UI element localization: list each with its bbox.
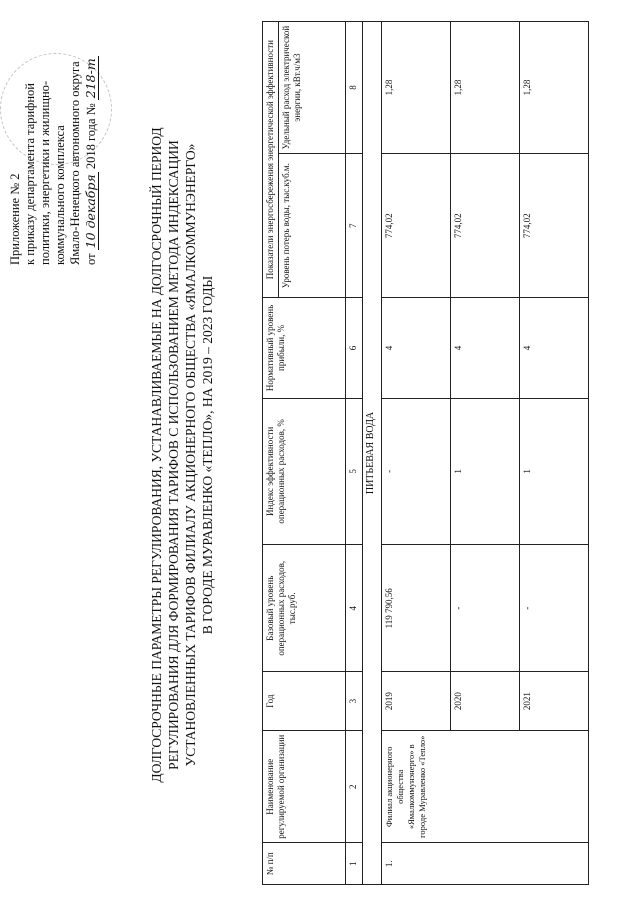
cell-base: 119 790,56	[382, 545, 451, 672]
header-energy-group: Показатели энергосбережения энергетической эффективности	[263, 22, 279, 298]
cell-base: -	[451, 545, 520, 672]
handwritten-date: 10 декабря	[83, 174, 98, 249]
title-line: ДОЛГОСРОЧНЫЕ ПАРАМЕТРЫ РЕГУЛИРОВАНИЯ, УСТАНАВЛИВАЕМЫЕ НА ДОЛГОСРОЧНЫЙ ПЕРИОД	[149, 127, 164, 783]
cell-spec: 1,28	[382, 22, 451, 154]
appendix-line: Ямало-Ненецкого автономного округа	[68, 61, 82, 265]
column-number: 8	[346, 22, 363, 154]
column-number: 5	[346, 398, 363, 545]
table-row	[382, 22, 451, 885]
header-org: Наименование регулируемой организации	[263, 731, 346, 843]
header-base: Базовый уровень операционных расходов, тыс.руб.	[263, 545, 346, 672]
header-loss: Уровень потерь воды, тыс.куб.м.	[279, 154, 346, 298]
header-spec: Удельный расход электрической энергии, кВт.ч/м3	[279, 22, 346, 154]
column-number: 1	[346, 843, 363, 885]
header-index: Индекс эффективности операционных расходов, %	[263, 398, 346, 545]
column-number: 6	[346, 298, 363, 398]
column-number: 4	[346, 545, 363, 672]
cell-profit: 4	[520, 298, 589, 398]
appendix-line: Приложение № 2	[8, 173, 22, 265]
cell-spec: 1,28	[451, 22, 520, 154]
column-number: 2	[346, 731, 363, 843]
cell-index: 1	[451, 398, 520, 545]
cell-index: 1	[520, 398, 589, 545]
cell-year: 2020	[451, 672, 520, 731]
cell-year: 2021	[520, 672, 589, 731]
cell-index: -	[382, 398, 451, 545]
cell-spec: 1,28	[520, 22, 589, 154]
appendix-date-line	[83, 15, 99, 265]
cell-loss: 774,02	[520, 154, 589, 298]
section-row	[363, 22, 382, 885]
appendix-line: к приказу департамента тарифной	[23, 83, 37, 265]
column-number-row	[346, 22, 363, 885]
section-label: ПИТЬЕВАЯ ВОДА	[363, 22, 382, 885]
header-num: № п/п	[263, 843, 346, 885]
column-number: 3	[346, 672, 363, 731]
cell-loss: 774,02	[451, 154, 520, 298]
title-line: РЕГУЛИРОВАНИЯ ДЛЯ ФОРМИРОВАНИЯ ТАРИФОВ С ИСПОЛЬЗОВАНИЕМ МЕТОДА ИНДЕКСАЦИИ	[166, 140, 181, 770]
column-number: 7	[346, 154, 363, 298]
title-line: УСТАНОВЛЕННЫХ ТАРИФОВ ФИЛИАЛУ АКЦИОНЕРНОГО ОБЩЕСТВА «ЯМАЛКОММУНЭНЕРГО»	[183, 143, 198, 767]
org-name: Филиал акционерного общества «Ямалкоммунэнерго» в городе Муравленко «Тепло»	[382, 731, 589, 843]
appendix-line: политики, энергетики и жилищно-	[38, 80, 52, 265]
cell-profit: 4	[382, 298, 451, 398]
cell-profit: 4	[451, 298, 520, 398]
parameters-table	[262, 21, 589, 885]
handwritten-number: 218-т	[83, 58, 98, 99]
row-number: 1.	[382, 843, 589, 885]
document-title	[148, 125, 216, 785]
cell-base: -	[520, 545, 589, 672]
cell-year: 2019	[382, 672, 451, 731]
header-row	[263, 22, 279, 885]
appendix-header	[8, 15, 99, 265]
date-year: 2018 года №	[84, 103, 98, 170]
appendix-line: коммунального комплекса	[53, 125, 67, 265]
header-year: Год	[263, 672, 346, 731]
date-prefix: от	[84, 253, 98, 265]
header-profit: Нормативный уровень прибыли, %	[263, 298, 346, 398]
cell-loss: 774,02	[382, 154, 451, 298]
title-line: В ГОРОДЕ МУРАВЛЕНКО «ТЕПЛО», НА 2019 – 2023 ГОДЫ	[200, 275, 215, 635]
